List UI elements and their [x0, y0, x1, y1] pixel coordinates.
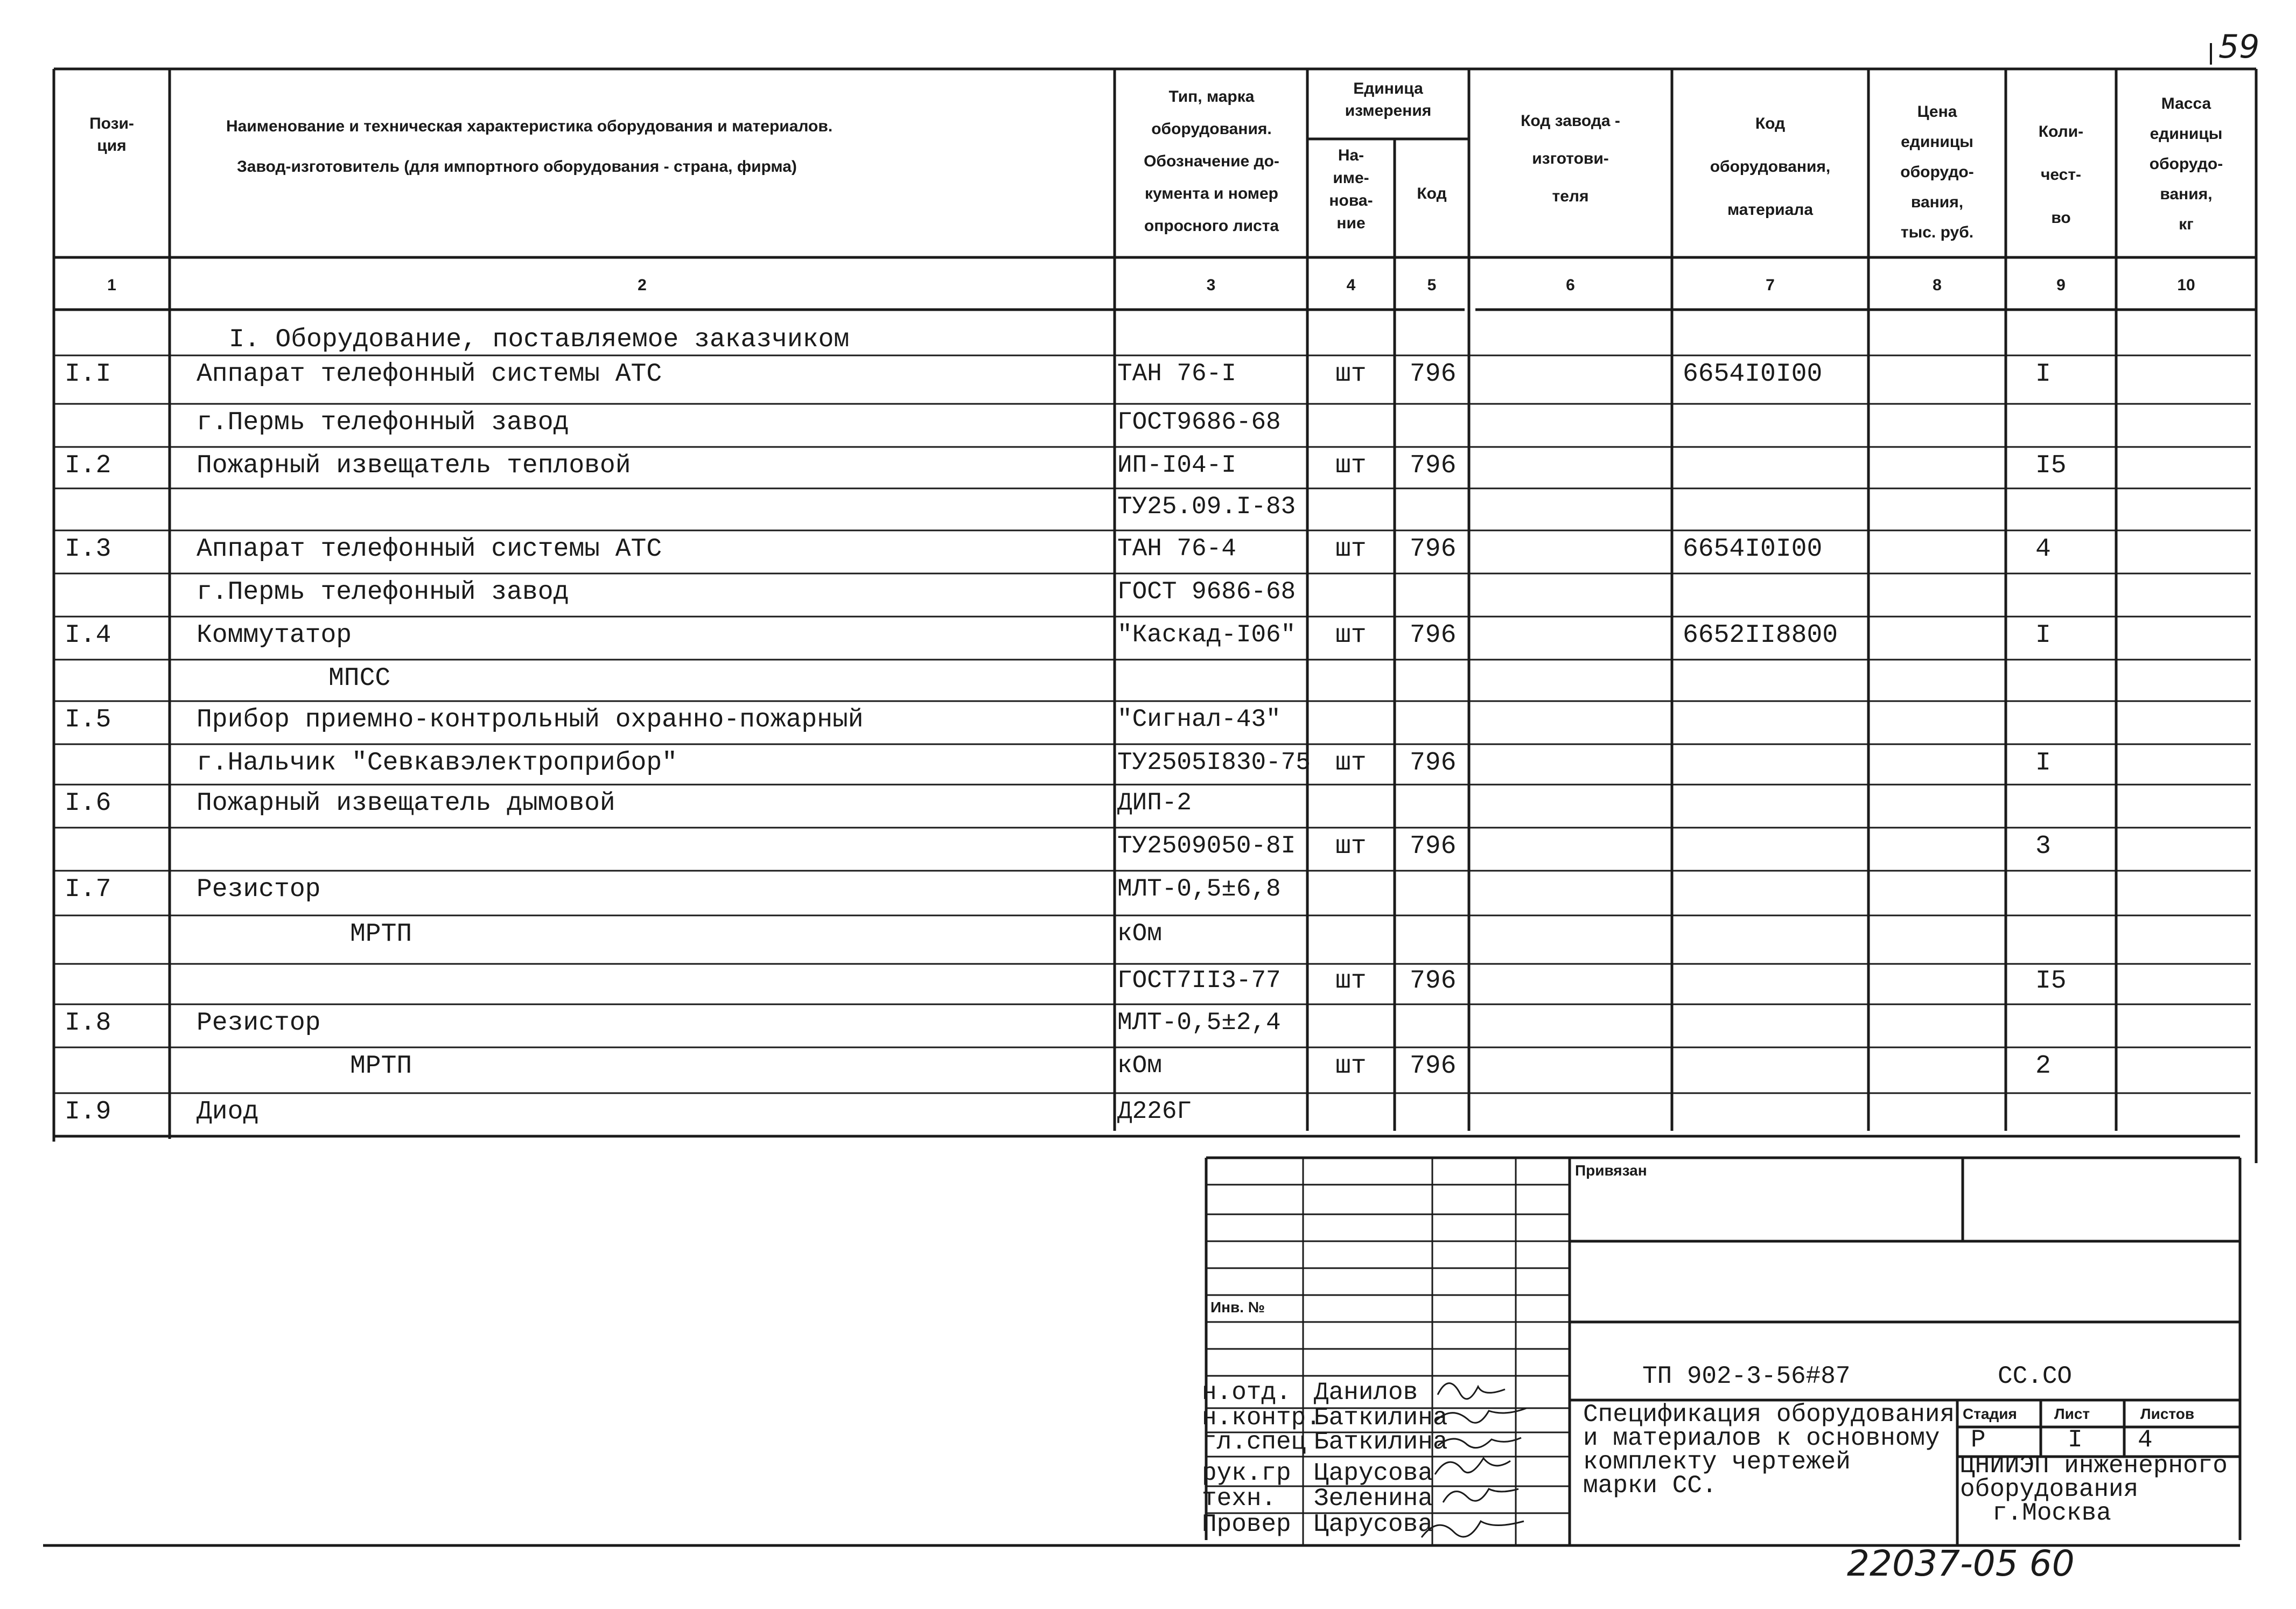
header-unit-code: Код [1417, 185, 1447, 202]
row-unit: шт [1335, 621, 1367, 650]
row-quantity: 2 [2035, 1052, 2051, 1081]
row-unit: шт [1335, 832, 1367, 861]
row-unit: шт [1335, 535, 1367, 564]
col-number-2: 2 [638, 276, 647, 294]
row-unit-code: 796 [1410, 360, 1457, 389]
row-type: кОм [1117, 920, 1162, 948]
row-unit-code: 796 [1410, 1052, 1457, 1081]
header-quantity: Коли- чест- во [2038, 123, 2084, 227]
bottom-number: 22037-05 60 [1847, 1543, 2075, 1584]
header-unit-name: На- име- нова- ние [1329, 146, 1373, 232]
row-quantity: I5 [2035, 967, 2067, 996]
row-unit: шт [1335, 967, 1367, 996]
row-name: Диод [197, 1097, 259, 1127]
row-name: г.Пермь телефонный завод [197, 578, 569, 607]
col-number-3: 3 [1206, 276, 1216, 294]
role-6: Провер [1202, 1510, 1291, 1538]
row-quantity: 3 [2035, 832, 2051, 861]
row-type: ТУ25.09.I-83 [1117, 493, 1296, 521]
row-quantity: I5 [2035, 451, 2067, 480]
row-name: Коммутатор [197, 621, 352, 650]
name-4: Царусова [1314, 1459, 1433, 1487]
role-5: техн. [1202, 1485, 1277, 1513]
row-name: г.Нальчик "Севкавэлектроприбор" [197, 748, 677, 778]
row-unit: шт [1335, 360, 1367, 389]
col-number-8: 8 [1933, 276, 1942, 294]
row-name: Прибор приемно-контрольный охранно-пожарный [197, 705, 864, 734]
name-1: Данилов [1314, 1379, 1418, 1407]
row-name: Аппарат телефонный системы АТС [197, 535, 662, 564]
row-material-code: 6654I0I00 [1683, 535, 1823, 564]
row-position: I.3 [65, 535, 111, 564]
header-material-code: Код оборудования, материала [1710, 115, 1831, 219]
row-unit-code: 796 [1410, 967, 1457, 996]
header-type: Тип, марка оборудования. Обозначение до- кумента и номер опросного листа [1144, 88, 1279, 235]
row-type: ТУ2509050-8I [1117, 832, 1296, 860]
col-number-10: 10 [2177, 276, 2195, 294]
role-2: н.контр. [1202, 1404, 1321, 1432]
row-type: Д226Г [1117, 1097, 1192, 1125]
row-material-code: 6652II8800 [1683, 621, 1838, 650]
col-number-1: 1 [107, 276, 116, 294]
role-4: рук.гр [1202, 1459, 1291, 1487]
stamp-inv-label: Инв. № [1210, 1299, 1265, 1316]
header-price: Цена единицы оборудо- вания, тыс. руб. [1900, 103, 1974, 241]
row-quantity: I [2035, 748, 2051, 778]
row-type: ГОСТ7II3-77 [1117, 967, 1281, 995]
stamp-sheets: 4 [2138, 1426, 2153, 1454]
row-position: I.9 [65, 1097, 111, 1127]
header-factory-code: Код завода - изготови- теля [1521, 112, 1620, 205]
row-unit: шт [1335, 1052, 1367, 1081]
row-name: Аппарат телефонный системы АТС [197, 360, 662, 389]
row-type: "Сигнал-43" [1117, 705, 1281, 733]
row-position: I.6 [65, 789, 111, 818]
section-title: I. Оборудование, поставляемое заказчиком [229, 325, 850, 354]
stamp-title: Спецификация оборудования и материалов к основному комплекту чертежей марки СС. [1583, 1401, 1955, 1500]
row-position: I.4 [65, 621, 111, 650]
row-unit-code: 796 [1410, 832, 1457, 861]
row-quantity: I [2035, 621, 2051, 650]
row-position: I.2 [65, 451, 111, 480]
row-unit: шт [1335, 748, 1367, 778]
row-name: МРТП [350, 1052, 412, 1081]
row-type: ТАН 76-I [1117, 360, 1236, 388]
row-type: ИП-I04-I [1117, 451, 1236, 479]
row-position: I.8 [65, 1009, 111, 1038]
role-3: гл.спец [1202, 1428, 1306, 1456]
header-name: Наименование и техническая характеристика оборудования и материалов. Завод-изготовитель (для импортного оборудования - страна, фирма) [226, 117, 833, 176]
stamp-sheet-label: Лист [2054, 1405, 2090, 1422]
row-material-code: 6654I0I00 [1683, 360, 1823, 389]
stamp-org: ЦНИИЭП инженерного оборудования г.Москва [1960, 1452, 2228, 1527]
stamp-stage-label: Стадия [1963, 1405, 2017, 1422]
row-name: Пожарный извещатель тепловой [197, 451, 631, 480]
role-1: н.отд. [1202, 1379, 1291, 1407]
col-number-7: 7 [1766, 276, 1775, 294]
name-6: Царусова [1314, 1510, 1433, 1538]
row-position: I.5 [65, 705, 111, 734]
row-type: МЛТ-0,5±2,4 [1117, 1009, 1281, 1037]
row-type: ДИП-2 [1117, 789, 1192, 817]
stamp-privyazan: Привязан [1575, 1162, 1647, 1179]
row-unit-code: 796 [1410, 748, 1457, 778]
row-name: МРТП [350, 920, 412, 949]
row-unit-code: 796 [1410, 621, 1457, 650]
stamp-mark: СС.СО [1998, 1362, 2073, 1390]
header-position: Пози- ция [89, 115, 134, 155]
col-number-5: 5 [1427, 276, 1437, 294]
row-name: МПСС [328, 664, 391, 693]
stamp-stage: Р [1971, 1426, 1986, 1454]
row-position: I.I [65, 360, 111, 389]
row-quantity: 4 [2035, 535, 2051, 564]
row-type: ТАН 76-4 [1117, 535, 1236, 563]
row-unit-code: 796 [1410, 451, 1457, 480]
row-type: МЛТ-0,5±6,8 [1117, 875, 1281, 903]
stamp-doc-code: ТП 902-3-56#87 [1642, 1362, 1851, 1390]
row-type: ГОСТ9686-68 [1117, 408, 1281, 436]
col-number-6: 6 [1566, 276, 1575, 294]
name-2: Баткилина [1314, 1404, 1448, 1432]
col-number-4: 4 [1346, 276, 1356, 294]
row-quantity: I [2035, 360, 2051, 389]
name-3: Баткилина [1314, 1428, 1448, 1456]
col-number-9: 9 [2056, 276, 2066, 294]
row-name: г.Пермь телефонный завод [197, 408, 569, 437]
row-type: ТУ2505I830-75 [1117, 748, 1311, 776]
row-unit-code: 796 [1410, 535, 1457, 564]
row-name: Пожарный извещатель дымовой [197, 789, 615, 818]
header-unit-group: Единица измерения [1345, 80, 1432, 120]
row-type: ГОСТ 9686-68 [1117, 578, 1296, 606]
stamp-sheets-label: Листов [2140, 1405, 2195, 1422]
page-number: 59 [2218, 28, 2260, 66]
stamp-sheet: I [2068, 1426, 2083, 1454]
name-5: Зеленина [1314, 1485, 1433, 1513]
row-type: кОм [1117, 1052, 1162, 1080]
row-type: "Каскад-I06" [1117, 621, 1296, 649]
header-mass: Масса единицы оборудо- вания, кг [2149, 95, 2223, 233]
row-name: Резистор [197, 1009, 321, 1038]
row-unit: шт [1335, 451, 1367, 480]
row-position: I.7 [65, 875, 111, 904]
row-name: Резистор [197, 875, 321, 904]
